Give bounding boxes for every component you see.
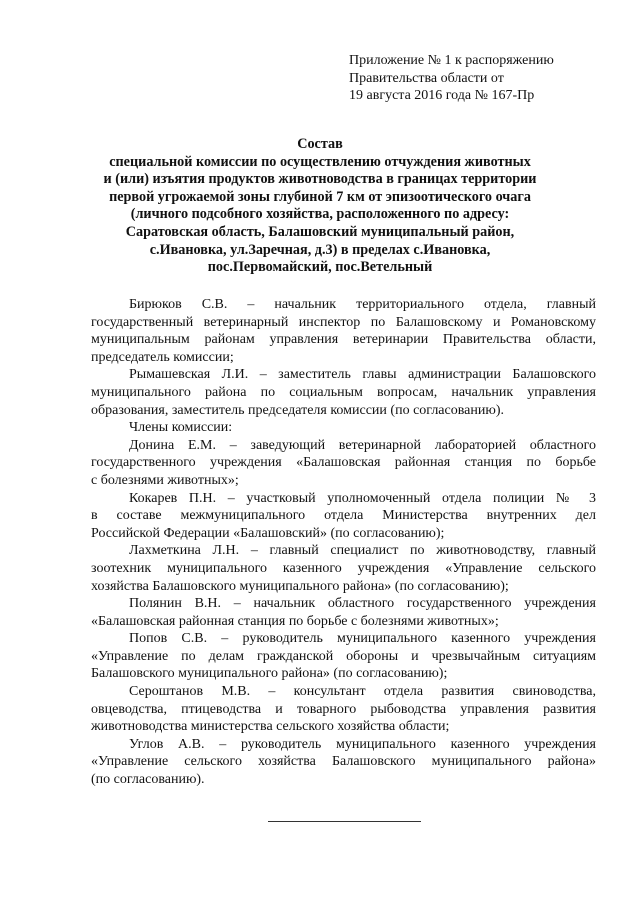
member-rymashevskaya: [91, 366, 596, 419]
commission-members-list: [91, 296, 596, 789]
member-lakhmetkina-line-3: хозяйства Балашовского муниципального района» (по согласованию);: [91, 578, 509, 594]
member-birukov: [91, 296, 596, 366]
member-birukov-line-4: председатель комиссии;: [91, 349, 234, 365]
member-popov-line-3: Балашовского муниципального района» (по согласованию);: [91, 666, 448, 682]
title-line-2: специальной комиссии по осуществлению отчуждения животных: [109, 153, 531, 170]
member-seroshtanov-line-3: животноводства министерства сельского хозяйства области;: [91, 719, 450, 735]
member-kokarev-line-1: Кокарев П.Н. – участковый уполномоченный отдела полиции № 3: [129, 490, 596, 506]
member-birukov-line-1: Бирюков С.В. – начальник территориального отдела, главный: [129, 297, 596, 312]
member-popov: [91, 630, 596, 683]
member-lakhmetkina: [91, 542, 596, 595]
member-rymashevskaya-line-2: муниципального района по социальным вопросам, начальник управления: [91, 384, 596, 400]
member-seroshtanov-line-2: овцеводства, птицеводства и товарного рыбоводства управления развития: [91, 701, 596, 717]
member-donina: [91, 437, 596, 490]
title-line-5: (личного подсобного хозяйства, расположенного по адресу:: [130, 206, 510, 223]
member-kokarev: [91, 490, 596, 543]
member-donina-line-1: Донина Е.М. – заведующий ветеринарной лабораторией областного: [129, 437, 596, 453]
appendix-header: [349, 52, 554, 105]
member-uglov-line-2: «Управление сельского хозяйства Балашовского муниципального района»: [91, 754, 596, 770]
member-seroshtanov-line-1: Сероштанов М.В. – консультант отдела развития свиноводства,: [129, 684, 596, 700]
appendix-line-1: Приложение № 1 к распоряжению: [349, 53, 554, 68]
member-seroshtanov: [91, 683, 596, 736]
appendix-line-2: Правительства области от: [349, 70, 504, 86]
title-line-7: с.Ивановка, ул.Заречная, д.3) в пределах с.Ивановка,: [149, 241, 491, 258]
members-heading-text: Члены комиссии:: [129, 420, 233, 436]
member-popov-line-1: Попов С.В. – руководитель муниципального казенного учреждения: [129, 631, 596, 647]
member-lakhmetkina-line-1: Лахметкина Л.Н. – главный специалист по животноводству, главный: [129, 543, 596, 559]
closing-separator-line: [268, 821, 421, 822]
member-uglov-line-1: Углов А.В. – руководитель муниципального казенного учреждения: [129, 736, 596, 752]
member-rymashevskaya-line-1: Рымашевская Л.И. – заместитель главы администрации Балашовского: [129, 367, 596, 383]
member-uglov-line-3: (по согласованию).: [91, 772, 205, 788]
title-line-1: Состав: [297, 136, 343, 152]
member-kokarev-line-2: в составе межмуниципального отдела Министерства внутренних дел: [91, 508, 596, 524]
member-polyanin-line-2: «Балашовская районная станция по борьбе с болезнями животных»;: [91, 613, 499, 629]
member-birukov-line-2: государственный ветеринарный инспектор по Балашовскому и Романовскому: [91, 314, 596, 330]
member-donina-line-3: с болезнями животных»;: [91, 472, 239, 488]
member-polyanin: [91, 595, 596, 630]
member-rymashevskaya-line-3: образования, заместитель председателя комиссии (по согласованию).: [91, 402, 504, 418]
title-line-4: первой угрожаемой зоны глубиной 7 км от эпизоотического очага: [109, 188, 531, 205]
member-lakhmetkina-line-2: зоотехник муниципального казенного учреждения «Управление сельского: [91, 560, 596, 576]
member-popov-line-2: «Управление по делам гражданской обороны и чрезвычайным ситуациям: [91, 648, 596, 664]
title-line-3: и (или) изъятия продуктов животноводства в границах территории: [103, 171, 537, 188]
members-heading: [91, 419, 596, 437]
member-donina-line-2: государственного учреждения «Балашовская районная станция по борьбе: [91, 455, 596, 471]
member-uglov: [91, 736, 596, 789]
appendix-line-3: 19 августа 2016 года № 167-Пр: [349, 88, 535, 103]
member-polyanin-line-1: Полянин В.Н. – начальник областного государственного учреждения: [129, 596, 596, 612]
title-line-8: пос.Первомайский, пос.Ветельный: [207, 259, 433, 276]
document-title: [60, 136, 580, 277]
member-birukov-line-3: муниципальным районам управления ветеринарии Правительства области,: [91, 332, 596, 348]
member-kokarev-line-3: Российской Федерации «Балашовский» (по согласованию);: [91, 525, 445, 541]
title-line-6: Саратовская область, Балашовский муниципальный район,: [125, 223, 515, 240]
